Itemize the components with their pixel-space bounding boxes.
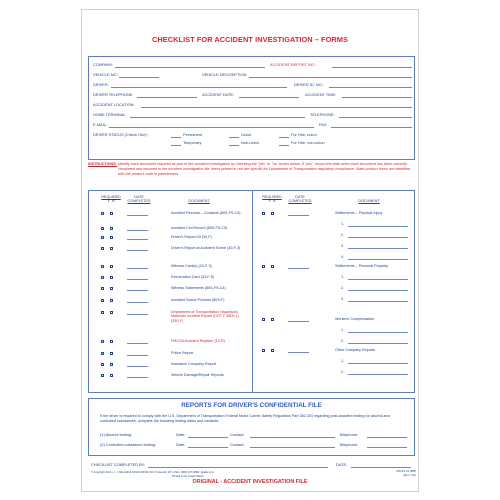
driver-field[interactable] [111,87,287,88]
substance-date-label: Date: [176,442,186,447]
no-checkbox[interactable] [110,265,113,268]
column-divider [252,191,253,392]
accident-location-label: ACCIDENT LOCATION: [93,102,135,107]
yes-checkbox[interactable] [262,318,265,321]
line-entry-field[interactable] [348,226,408,227]
yes-checkbox[interactable] [262,349,265,352]
checklist-item-label: Driver's Report Kit (30-F) [171,235,212,239]
no-checkbox[interactable] [110,212,113,215]
line-number: 1. [341,328,345,332]
no-checkbox[interactable] [271,265,274,268]
checklist-item-label: Insurance Company Report [171,362,217,366]
yes-checkbox[interactable] [101,276,104,279]
substance-testing-row [89,440,414,448]
alcohol-date-field[interactable] [188,437,228,438]
yes-checkbox[interactable] [262,212,265,215]
vehicle-no-field[interactable] [119,77,159,78]
for-hire-non-union-label: For Hire, non-union [291,140,325,145]
no-checkbox[interactable] [110,247,113,250]
completed-by-row [88,460,412,468]
yes-checkbox[interactable] [101,236,104,239]
date-completed-field[interactable] [288,352,309,353]
checklist-item-label: Accident Scene Pictures (80S-F) [171,298,225,302]
date-completed-field[interactable] [127,302,148,303]
line-entry-field[interactable] [348,290,408,291]
telephone-date-time-row [89,90,414,98]
right-required-header: REQUIRED Y N [262,195,282,204]
temporary-label: Temporary [183,140,202,145]
alcohol-telephone-label: Telephone: [339,432,359,437]
for-hire-union-label: For Hire, union [291,132,317,137]
vehicle-description-label: VEHICLE DESCRIPTION: [202,72,248,77]
driver-telephone-label: DRIVER TELEPHONE: [93,92,134,97]
right-document-header: DOCUMENT [358,199,380,203]
no-checkbox[interactable] [110,287,113,290]
printed-text: Printed in the United States [172,474,204,478]
union-label: Union [241,132,252,137]
substance-telephone-label: Telephone: [339,442,359,447]
checklist-section-label: Workers' Compensation [335,317,375,321]
checklist-item-label: Vehicle Damage/Repair Reports [171,373,224,377]
non-union-label: Non-union [241,140,259,145]
telephone-label: TELEPHONE: [310,112,335,117]
location-row [89,100,414,108]
date-completed-field[interactable] [127,290,148,291]
accident-date-label: ACCIDENT DATE: [202,92,235,97]
line-entry-field[interactable] [348,259,408,260]
no-checkbox[interactable] [271,349,274,352]
form-sheet [81,9,419,492]
email-field[interactable] [109,127,314,128]
checklist-item-label: Exoneration Card (33-F-5) [171,275,215,279]
vehicle-no-label: VEHICLE NO.: [93,72,119,77]
confidential-text: If the driver is required to comply with the U.S. Department of Transportation Federal Motor Carrier Safety Regulation Part 382.303 regarding post-accident testing for alcohol and controlled substances, complete the following testing dates and contacts: [100,414,390,423]
yes-checkbox[interactable] [262,265,265,268]
left-date-header: DATE COMPLETED [127,195,151,204]
yes-checkbox[interactable] [101,340,104,343]
line-entry-field[interactable] [348,301,408,302]
line-number: 3. [341,297,345,301]
date-completed-field[interactable] [288,321,309,322]
right-date-header: DATE COMPLETED [288,195,312,204]
date-completed-field[interactable] [127,343,148,344]
driver-row [89,80,414,88]
accident-time-field[interactable] [342,97,412,98]
substance-date-field[interactable] [188,447,228,448]
form-code: 803-FS-C4 (888) [396,470,416,473]
checklist-item-label: Accident Records – Contacts (80S-FS-C4) [171,211,241,215]
substance-contact-label: Contact: [230,442,245,447]
line-number: 2. [341,370,345,374]
substance-testing-label: (2) Controlled substance testing: [100,442,157,447]
no-checkbox[interactable] [110,352,113,355]
copyright-text: © Copyright 2011 • J. J. KELLER & ASSOCIATES, INC.® Neenah, WI • USA • (800) 327-6868 • jjkeller.com [91,471,214,474]
driver-telephone-field[interactable] [137,97,197,98]
original-file-label: ORIGINAL - ACCIDENT INVESTIGATION FILE [192,479,308,485]
vehicle-row [89,70,414,78]
date-completed-field[interactable] [127,215,148,216]
confidential-box [88,398,415,456]
no-checkbox[interactable] [110,236,113,239]
driver-label: DRIVER: [93,82,109,87]
footer-date-field[interactable] [351,467,411,468]
date-completed-field[interactable] [127,314,148,315]
date-completed-field[interactable] [127,377,148,378]
date-completed-field[interactable] [127,366,148,367]
line-entry-field[interactable] [348,332,408,333]
checklist-section-label: Other Company Reports [335,348,375,352]
left-required-header: REQUIRED Y N [101,195,121,204]
company-row [89,60,414,68]
form-revision: (Rev. 7/11) [403,473,416,477]
checklist-item-label: Police Report [171,351,194,355]
date-completed-field[interactable] [127,250,148,251]
line-entry-field[interactable] [348,237,408,238]
alcohol-contact-label: Contact: [230,432,245,437]
line-entry-field[interactable] [348,248,408,249]
yes-checkbox[interactable] [101,265,104,268]
accident-location-field[interactable] [141,107,412,108]
checklist-item-label: Witness Card(s) (33-F-3) [171,264,212,268]
completed-by-label: CHECKLIST COMPLETED BY: [91,462,146,467]
temporary-check[interactable] [171,145,181,146]
line-entry-field[interactable] [348,279,408,280]
instructions-text: Identify each document required as part of this accident investigation by checking the "yes" or "no" boxes below. If "yes", record the date when each document has been correctly completed and returned to the accident investigation file. Items printed in red are specific for Department of Transportation regulatory compliance. State product forms are identified with the product code in parentheses. [118,162,411,176]
line-number: 2. [341,286,345,290]
line-entry-field[interactable] [348,374,408,375]
checklist-item-label: Accident Cell Record (80S-FS-C5) [171,226,228,230]
driver-status-row-1 [89,130,414,138]
no-checkbox[interactable] [110,374,113,377]
no-checkbox[interactable] [271,212,274,215]
yes-checkbox[interactable] [101,311,104,314]
permanent-label: Permanent [183,132,203,137]
home-terminal-field[interactable] [130,117,305,118]
date-completed-field[interactable] [127,268,148,269]
for-hire-non-union-check[interactable] [279,145,289,146]
completed-by-field[interactable] [148,467,328,468]
line-number: 3. [341,244,345,248]
driver-status-row-2 [89,138,414,146]
terminal-row [89,110,414,118]
header-info-box [88,56,415,160]
left-document-header: DOCUMENT [188,199,210,203]
alcohol-testing-label: (1) Alcohol testing: [100,432,133,437]
date-completed-field[interactable] [288,215,309,216]
driver-status-label: DRIVER STATUS (Check One): [93,132,148,137]
non-union-check[interactable] [229,145,239,146]
accident-report-no-label: ACCIDENT REPORT NO.: [270,62,317,67]
date-completed-field[interactable] [288,268,309,269]
no-checkbox[interactable] [110,299,113,302]
yes-checkbox[interactable] [101,352,104,355]
instructions-heading: INSTRUCTIONS: [88,162,117,166]
confidential-title: REPORTS FOR DRIVER'S CONFIDENTIAL FILE [181,402,322,409]
line-entry-field[interactable] [348,363,408,364]
no-checkbox[interactable] [110,311,113,314]
substance-contact-field[interactable] [250,447,335,448]
home-terminal-label: HOME TERMINAL: [93,112,127,117]
no-checkbox[interactable] [110,363,113,366]
checklist-item-label: Witness Statements (80S-FS-C4) [171,286,226,290]
alcohol-testing-row [89,430,414,438]
yes-checkbox[interactable] [101,287,104,290]
driver-id-label: DRIVER ID. NO.: [294,82,324,87]
line-number: 4. [341,255,345,259]
fax-field[interactable] [331,127,412,128]
checklist-item-label: FMCSA Accident Register (10-R) [171,339,225,343]
telephone-field[interactable] [339,117,412,118]
accident-time-label: ACCIDENT TIME: [305,92,337,97]
date-completed-field[interactable] [127,239,148,240]
line-number: 1. [341,222,345,226]
no-checkbox[interactable] [110,227,113,230]
date-completed-field[interactable] [127,355,148,356]
footer-date-label: DATE: [336,462,348,467]
no-checkbox[interactable] [271,318,274,321]
yes-checkbox[interactable] [101,374,104,377]
alcohol-date-label: Date: [176,432,186,437]
accident-date-field[interactable] [239,97,299,98]
checklist-section-label: Settlements – Physical Injury [335,211,383,215]
yes-checkbox[interactable] [101,299,104,302]
accident-report-no-field[interactable] [332,67,412,68]
line-entry-field[interactable] [348,343,408,344]
yes-checkbox[interactable] [101,212,104,215]
alcohol-telephone-field[interactable] [367,437,407,438]
yes-checkbox[interactable] [101,227,104,230]
checklist-box [88,190,415,393]
company-field[interactable] [115,67,265,68]
fax-label: FAX: [319,122,328,127]
yes-checkbox[interactable] [101,363,104,366]
company-label: COMPANY: [93,62,114,67]
line-number: 2. [341,339,345,343]
line-number: 2. [341,233,345,237]
line-number: 1. [341,359,345,363]
email-row [89,120,414,128]
line-number: 1. [341,275,345,279]
date-completed-field[interactable] [127,279,148,280]
date-completed-field[interactable] [127,230,148,231]
driver-id-field[interactable] [329,87,412,88]
yes-checkbox[interactable] [101,247,104,250]
no-checkbox[interactable] [110,276,113,279]
checklist-item-label: Driver's Report at Accident Scene (30-F-3) [171,246,241,250]
checklist-section-label: Settlements – Personal Property [335,264,389,268]
alcohol-contact-field[interactable] [250,437,335,438]
checklist-item-label: Department of Transportation Hazardous Materials Incident Report (DOT F 5800.1) (330-F) [171,310,239,323]
vehicle-description-field[interactable] [249,77,412,78]
form-title: CHECKLIST FOR ACCIDENT INVESTIGATION – FORMS [151,35,348,44]
email-label: E-MAIL: [93,122,108,127]
no-checkbox[interactable] [110,340,113,343]
substance-telephone-field[interactable] [367,447,407,448]
